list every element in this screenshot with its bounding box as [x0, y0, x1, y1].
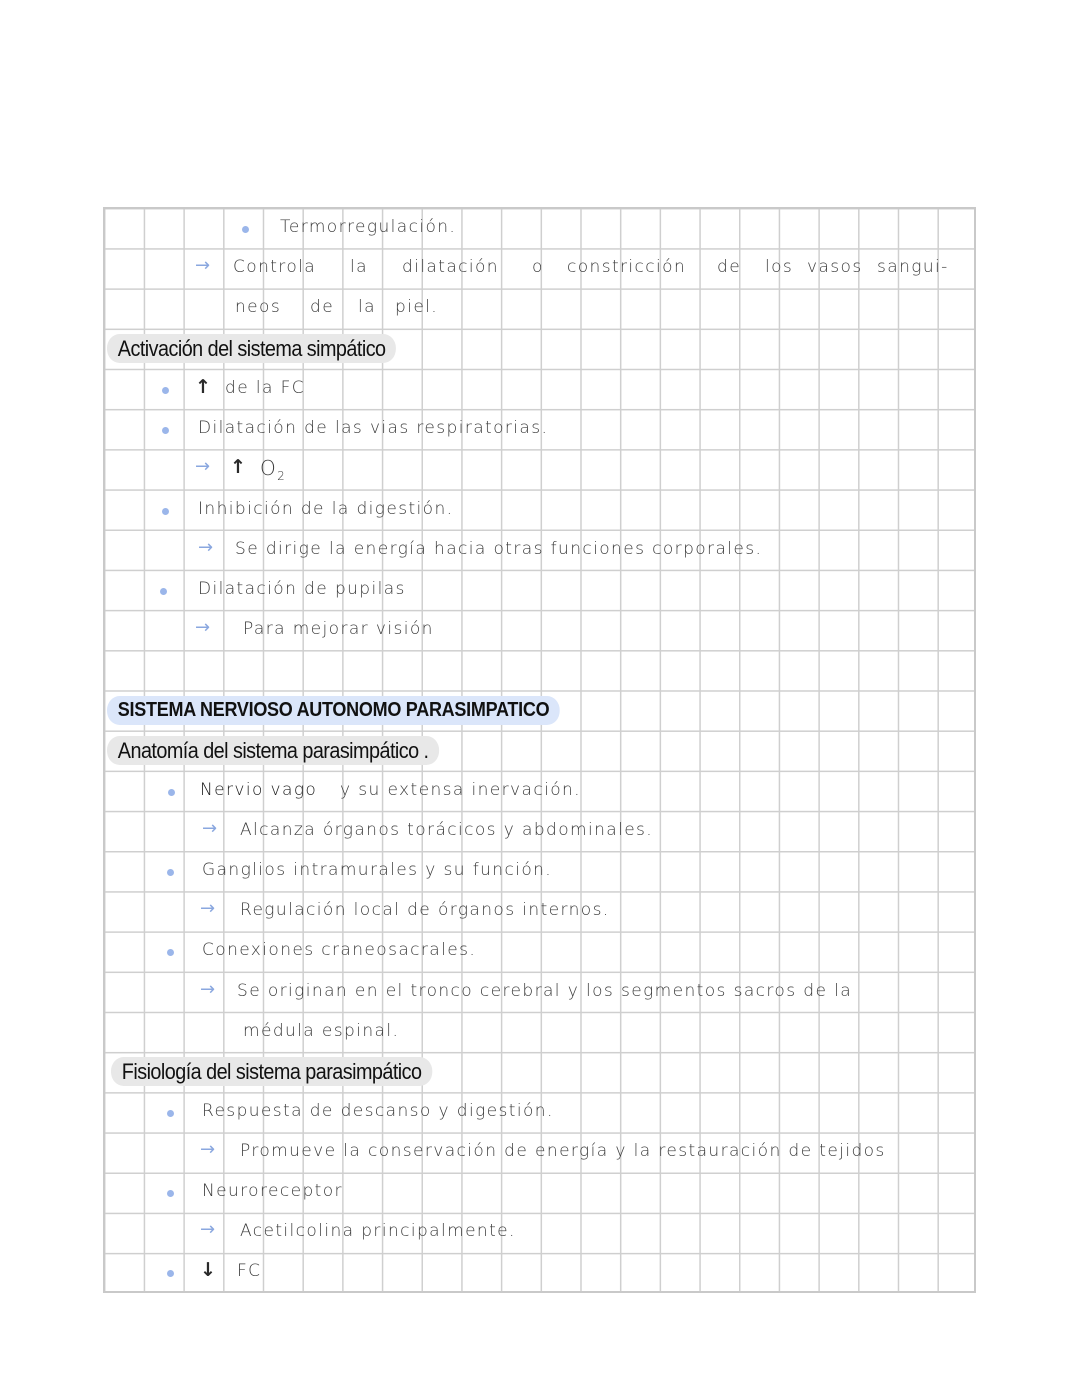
- termo-sub2-word-1: neos: [235, 297, 282, 317]
- respuesta-text: Respuesta de descanso y digestión.: [202, 1101, 554, 1121]
- section-heading-anatomia: Anatomía del sistema parasimpático .: [107, 736, 439, 765]
- termo-sub-word-2: la: [350, 257, 368, 277]
- termo-sub-word-6: de: [717, 257, 742, 277]
- conexiones-text: Conexiones craneosacrales.: [202, 940, 477, 960]
- nervio-sub-text: Alcanza órganos torácicos y abdominales.: [240, 820, 654, 840]
- ganglios-sub-text: Regulación local de órganos internos.: [240, 900, 610, 920]
- row-conexiones-sub: [105, 973, 974, 1013]
- right-arrow-icon: →: [198, 537, 214, 558]
- nervio-vago-text: Nervio vago: [200, 780, 318, 800]
- inhibicion-sub-text: Se dirige la energía hacia otras funciones corporales.: [235, 539, 763, 559]
- nervio-vago-rest: y su extensa inervación.: [340, 780, 581, 800]
- termo-sub-word-8: vasos: [807, 257, 863, 277]
- row-inhibicion: [105, 491, 974, 531]
- right-arrow-icon: →: [195, 456, 211, 477]
- section-heading-fisiologia: Fisiología del sistema parasimpático: [111, 1057, 432, 1086]
- fc-up-text: de la FC: [225, 378, 306, 398]
- row-inhibicion-sub: [105, 531, 974, 571]
- right-arrow-icon: →: [195, 617, 211, 638]
- dilatacion-vias-text: Dilatación de las vias respiratorias.: [198, 418, 549, 438]
- row-o2: [105, 450, 974, 490]
- row-fc-up: [105, 370, 974, 410]
- fc-down-text: FC: [237, 1261, 262, 1281]
- conexiones-sub-text-1: Se originan en el tronco cerebral y los segmentos sacros de la: [237, 981, 853, 1001]
- up-arrow-icon: ↑: [230, 456, 248, 478]
- termo-sub-word-4: o: [532, 257, 544, 277]
- right-arrow-icon: →: [195, 255, 211, 276]
- row-neuro-sub: [105, 1213, 974, 1253]
- neuroreceptor-text: Neuroreceptor: [202, 1181, 343, 1201]
- bullet-dot-icon: [167, 1190, 174, 1197]
- row-ganglios-sub: [105, 892, 974, 932]
- row-termo: [105, 209, 974, 249]
- row-pupilas-sub: [105, 611, 974, 651]
- bullet-dot-icon: [167, 1110, 174, 1117]
- section-heading-parasimpatico: SISTEMA NERVIOSO AUTONOMO PARASIMPATICO: [107, 696, 560, 725]
- o2-letter: O: [260, 456, 278, 480]
- row-respuesta-sub: [105, 1133, 974, 1173]
- row-conexiones: [105, 932, 974, 972]
- termo-sub-word-9: sangui-: [877, 257, 949, 277]
- row-heading-activacion: [105, 330, 974, 370]
- termo-sub2-word-2: de: [310, 297, 335, 317]
- right-arrow-icon: →: [200, 1139, 216, 1160]
- row-fc-down: [105, 1253, 974, 1293]
- row-heading-fisiologia: [105, 1053, 974, 1093]
- up-arrow-icon: ↑: [195, 376, 213, 398]
- termo-sub-word-7: los: [765, 257, 794, 277]
- dilatacion-pupilas-text: Dilatación de pupilas: [198, 579, 406, 599]
- right-arrow-icon: →: [200, 1219, 216, 1240]
- row-ganglios: [105, 852, 974, 892]
- termo-sub2-word-4: piel.: [395, 297, 439, 317]
- termo-item: Termorregulación.: [280, 217, 457, 237]
- right-arrow-icon: →: [200, 898, 216, 919]
- termo-sub-word-5: constricción: [567, 257, 687, 277]
- right-arrow-icon: →: [200, 979, 216, 1000]
- neuro-sub-text: Acetilcolina principalmente.: [240, 1221, 516, 1241]
- row-termo-sub: [105, 249, 974, 289]
- bullet-dot-icon: [167, 1270, 174, 1277]
- bullet-dot-icon: [162, 427, 169, 434]
- bullet-dot-icon: [168, 789, 175, 796]
- bullet-dot-icon: [167, 949, 174, 956]
- grid-paper: [103, 207, 976, 1293]
- row-heading-anatomia: [105, 732, 974, 772]
- pupilas-sub-text: Para mejorar visión: [243, 619, 434, 639]
- termo-sub-word-1: Controla: [233, 257, 317, 277]
- row-dilatacion-vias: [105, 410, 974, 450]
- row-dilatacion-pupilas: [105, 571, 974, 611]
- right-arrow-icon: →: [202, 818, 218, 839]
- row-termo-sub-2: [105, 289, 974, 329]
- row-respuesta: [105, 1093, 974, 1133]
- row-heading-parasimpatico: [105, 692, 974, 732]
- respuesta-sub-text: Promueve la conservación de energía y la restauración de tejidos: [240, 1141, 886, 1161]
- section-heading-activacion: Activación del sistema simpático: [107, 334, 396, 363]
- row-nervio-vago: [105, 772, 974, 812]
- bullet-dot-icon: [160, 588, 167, 595]
- termo-sub2-word-3: la: [358, 297, 376, 317]
- row-conexiones-sub-2: [105, 1013, 974, 1053]
- inhibicion-text: Inhibición de la digestión.: [198, 499, 454, 519]
- conexiones-sub-text-2: médula espinal.: [243, 1021, 400, 1041]
- ganglios-text: Ganglios intramurales y su función.: [202, 860, 553, 880]
- down-arrow-icon: ↓: [200, 1259, 218, 1281]
- termo-sub-word-3: dilatación: [402, 257, 499, 277]
- row-nervio-sub: [105, 812, 974, 852]
- o2-subscript: 2: [277, 469, 287, 483]
- bullet-dot-icon: [242, 226, 249, 233]
- o2-text: [260, 456, 286, 483]
- row-neuroreceptor: [105, 1173, 974, 1213]
- bullet-dot-icon: [162, 508, 169, 515]
- bullet-dot-icon: [167, 869, 174, 876]
- bullet-dot-icon: [162, 387, 169, 394]
